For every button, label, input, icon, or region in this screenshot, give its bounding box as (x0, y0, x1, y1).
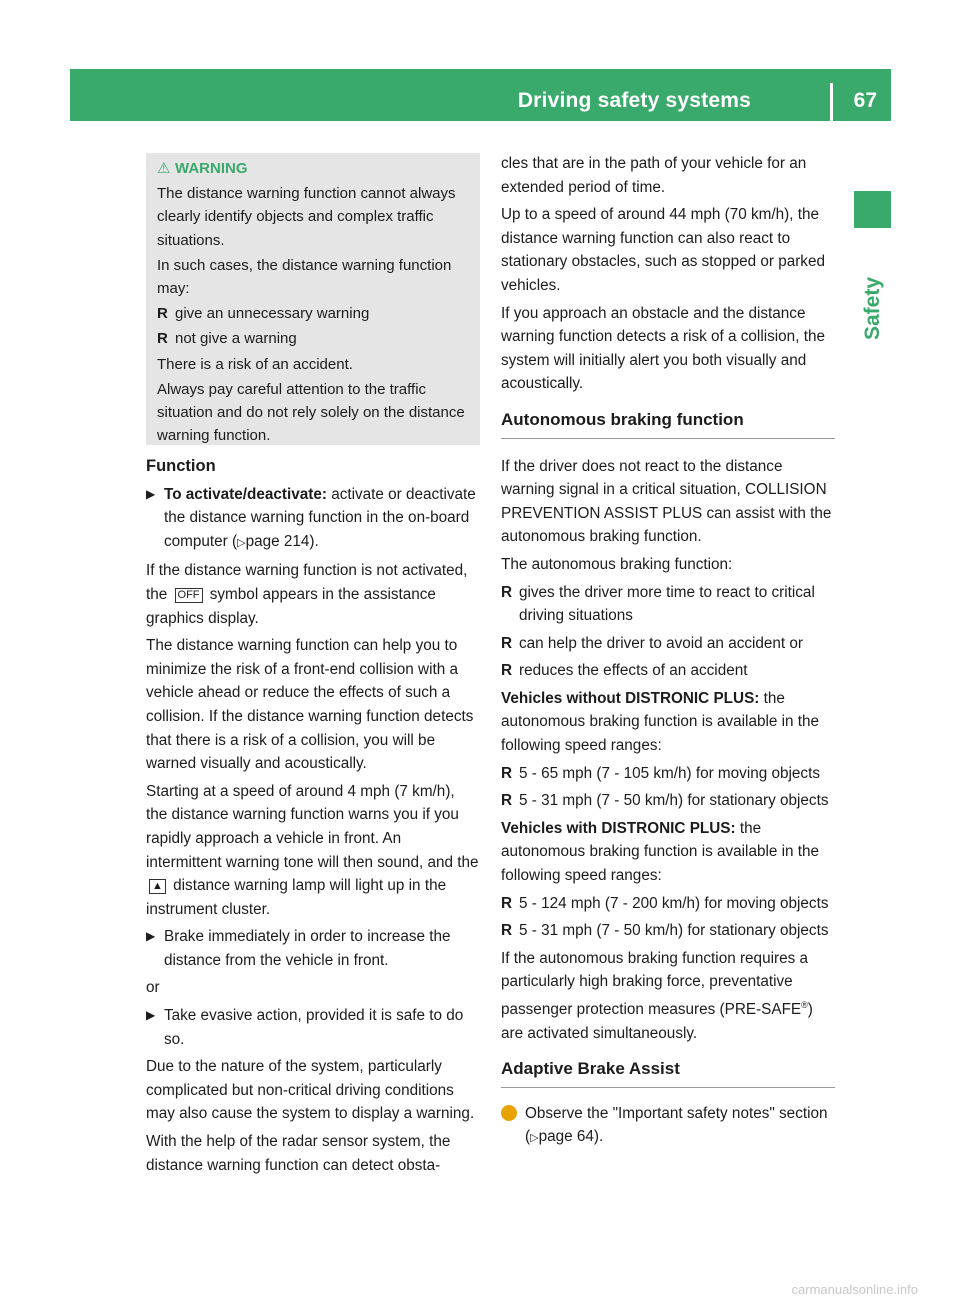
paragraph: Vehicles without DISTRONIC PLUS: the autonomous braking function is available in the following speed ranges: (501, 689, 820, 755)
chapter-title: Driving safety systems (517, 89, 751, 112)
page-number: 67 (853, 89, 877, 112)
instruction-step: ▶ Brake immediately in order to increase the distance from the vehicle in front. (146, 925, 480, 972)
list-item: R 5 - 65 mph (7 - 105 km/h) for moving objects (501, 762, 835, 786)
paragraph: cles that are in the path of your vehicle for an extended period of time. (501, 155, 807, 196)
header-divider (830, 83, 833, 121)
distance-warning-off-symbol: OFF (175, 588, 203, 603)
header-bar (70, 69, 891, 121)
info-icon: i (501, 1105, 517, 1121)
warning-heading: ⚠ WARNING (157, 157, 475, 180)
list-item: R not give a warning (157, 327, 475, 350)
warning-box (146, 153, 480, 445)
bullet-icon: R (501, 583, 513, 601)
paragraph: If the distance warning function is not activated, the OFF symbol appears in the assistance graphics display. (146, 562, 468, 627)
bullet-icon: R (157, 305, 168, 323)
list-item: R 5 - 31 mph (7 - 50 km/h) for stationary objects (501, 789, 835, 813)
bullet-icon: R (501, 634, 513, 652)
right-column (495, 152, 835, 1155)
bullet-icon: R (501, 764, 513, 782)
paragraph: The distance warning function can help you to minimize the risk of a front-end collision with a vehicle ahead or reduce the effects of such a collision. If the distance warning function detects that there is a risk of a collision, you will be warned visually and acoustically. (146, 637, 474, 773)
function-heading: Function (146, 457, 216, 475)
bullet-icon: R (501, 894, 513, 912)
warning-text: In such cases, the distance warning function may: (157, 256, 452, 298)
left-column (146, 455, 480, 1181)
warning-text: Always pay careful attention to the traffic situation and do not rely solely on the distance warning function. (157, 380, 465, 445)
list-item: R 5 - 31 mph (7 - 50 km/h) for stationary objects (501, 919, 835, 943)
arrow-icon: ▶ (146, 486, 156, 501)
page-ref-icon: ▷ (237, 536, 246, 549)
bullet-icon: R (501, 662, 513, 680)
paragraph: With the help of the radar sensor system, the distance warning function can detect obsta- (146, 1133, 451, 1174)
warning-text: The distance warning function cannot always clearly identify objects and complex traffic situations. (157, 185, 456, 249)
paragraph: Due to the nature of the system, particularly complicated but non-critical driving conditions may also cause the system to display a warning. (146, 1058, 475, 1123)
page-ref-icon: ▷ (530, 1132, 539, 1145)
list-item: R give an unnecessary warning (157, 302, 475, 325)
list-item: R reduces the effects of an accident (501, 659, 835, 683)
side-tab-marker (854, 191, 891, 228)
bullet-icon: R (501, 792, 513, 810)
list-item: R can help the driver to avoid an accident or (501, 632, 835, 656)
section-heading-adaptive-brake-assist: Adaptive Brake Assist (501, 1057, 835, 1088)
paragraph: or (146, 979, 160, 997)
list-item: R gives the driver more time to react to critical driving situations (501, 581, 835, 628)
footer-watermark: carmanualsonline.info (791, 1282, 918, 1297)
paragraph: If the driver does not react to the distance warning signal in a critical situation, COLLISION PREVENTION ASSIST PLUS can assist with the autonomous braking function. (501, 457, 832, 546)
bullet-icon: R (501, 922, 513, 940)
side-tab-label: Safety (861, 276, 884, 340)
paragraph: Vehicles with DISTRONIC PLUS: the autonomous braking function is available in the following speed ranges: (501, 819, 820, 885)
list-item: R 5 - 124 mph (7 - 200 km/h) for moving objects (501, 892, 835, 916)
section-heading-autonomous: Autonomous braking function (501, 408, 835, 439)
info-note: i Observe the "Important safety notes" section (▷page 64). (495, 1104, 828, 1146)
warning-text: There is a risk of an accident. (157, 355, 353, 373)
warning-triangle-icon: ⚠ (157, 160, 171, 177)
paragraph: If the autonomous braking function requires a particularly high braking force, preventative passenger protection measures (PRE-SAFE®) are activated simultaneously. (501, 949, 813, 1042)
instruction-step: ▶ Take evasive action, provided it is safe to do so. (146, 1004, 480, 1051)
bullet-icon: R (157, 330, 168, 348)
paragraph: Starting at a speed of around 4 mph (7 km/h), the distance warning function warns you if you rapidly approach a vehicle in front. An intermittent warning tone will then sound, and the ▲ distance warning lamp will light up in the instrument cluster. (146, 782, 479, 918)
paragraph: Up to a speed of around 44 mph (70 km/h), the distance warning function can also react to stationary obstacles, such as stopped or parked vehicles. (501, 206, 825, 294)
arrow-icon: ▶ (146, 1008, 156, 1023)
paragraph: If you approach an obstacle and the distance warning function detects a risk of a collision, the system will initially alert you both visually and acoustically. (501, 304, 825, 393)
paragraph: The autonomous braking function: (501, 555, 733, 573)
arrow-icon: ▶ (146, 929, 156, 944)
distance-warning-lamp-icon: ▲ (149, 879, 166, 894)
instruction-step: ▶ To activate/deactivate: activate or deactivate the distance warning function in the on-board computer (▷page 214). (146, 483, 480, 556)
